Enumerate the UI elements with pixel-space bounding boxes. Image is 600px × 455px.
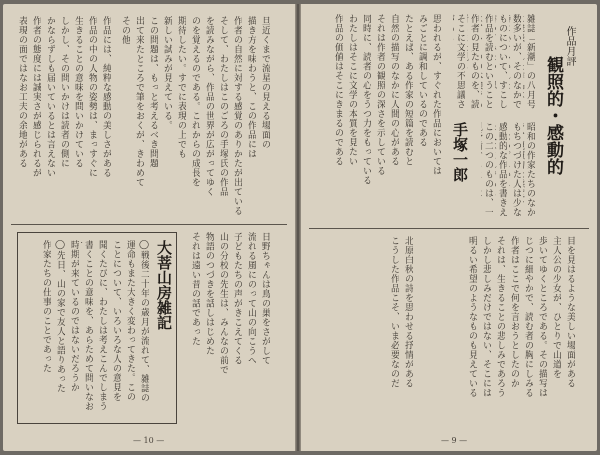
essay-column: 作者の自然に対する感覚のありかたが出ている — [232, 16, 242, 216]
essay-column: この二つのものは、一 — [483, 122, 493, 217]
essay-column: わたしはそこに文学の本質を見たい — [347, 14, 357, 166]
essay-column: のを覚えるのである。これからの成長を — [190, 16, 200, 187]
box-column: 作家たちの仕事のことであった — [41, 240, 51, 373]
essay-heading: 観照的・感動的 — [543, 56, 563, 175]
essay-column: 思われるが、すぐれた作品においては — [431, 14, 441, 176]
essay-column: そこに文学の不思議さ — [455, 14, 465, 109]
section-divider — [309, 228, 589, 229]
essay-column: それは作者の観照の深さを示している — [375, 14, 385, 176]
essay-column: 作者の態度には誠実さが感じられるが — [31, 16, 41, 178]
essay-column: 数多いが、そのなかで — [511, 14, 521, 109]
essay-column: 自然の描写のなかに人間の心がある — [389, 14, 399, 166]
essay-column: 物語のつづきを話しはじめた — [204, 232, 214, 356]
section-divider — [11, 224, 287, 225]
box-column: 聞くたびに、わたしは考えこんでしまう — [97, 240, 107, 411]
essay-column: 山の分校の先生は、みんなの前で — [218, 232, 228, 375]
essay-column: しかし悲しみだけではない、そこには — [481, 236, 491, 398]
essay-column: 目を見はるような美しい場面がある — [565, 236, 575, 388]
essay-column: 旦近くまで流星の見える場面の — [260, 16, 270, 149]
essay-column: ものについて、すこし — [497, 14, 507, 109]
essay-column: 日野ちゃんは鳥の巣をさがして — [260, 232, 270, 365]
essay-column: それは遠い昔の話であった — [190, 232, 200, 346]
essay-column: 作品の価値はそこにきまるのである — [333, 14, 343, 166]
essay-column: もちつづけた人は少な — [511, 122, 521, 217]
essay-column: 描き方を味わうと、この作品には — [246, 16, 256, 159]
essay-column: 作品には、純粋な感動の美しさがある — [101, 16, 111, 178]
box-column: ◯先日、山の家で友人と語りあった — [55, 240, 65, 393]
page-number: — 9 — — [441, 436, 468, 445]
essay-column: こうした作品こそ、いま必要なのだ — [389, 236, 399, 388]
essay-column: 子どもたちの声がきこえてくる — [232, 232, 242, 365]
right-page — [301, 4, 597, 451]
essay-column: 明るい希望のようなものも見えている — [467, 236, 477, 398]
box-column: 運命もまた大きく変わってきた。この — [125, 240, 135, 402]
essay-column: かならずしも届いているとは言えない — [45, 16, 55, 178]
essay-column: 同時に、読者の心をうつ力をもっている — [361, 14, 371, 185]
essay-column: 新しい試みが見えている。 — [162, 16, 172, 130]
essay-column: この問題は、もっと考えるべき問題 — [148, 16, 158, 168]
essay-column: 昭和の作家たちのなか — [525, 122, 535, 217]
essay-column: 生きることの意味を問いかけている — [73, 16, 83, 168]
essay-column: 流れる風にのって山の向こうへ — [246, 232, 256, 365]
author-name: 手塚一郎 — [451, 122, 469, 182]
essay-column: 北原白秋の詩を思わせる抒情がある — [403, 236, 413, 388]
essay-column: それは、生きることの悲しみであろう — [495, 236, 505, 398]
left-page — [3, 4, 295, 451]
essay-column: しかし、その問いかけは読者の側に — [59, 16, 69, 168]
essay-column: 作品を読むということ — [483, 14, 493, 109]
box-column: 書くことの意味を、あらためて問いなお — [83, 240, 93, 411]
box-column: ◯戦後二十年の歳月が流れて、雑誌の — [139, 240, 149, 403]
essay-column: たとえば、ある作家の短篇を読むと — [403, 14, 413, 166]
box-column: ことについて、いろいろな人の意見を — [111, 240, 121, 402]
essay-column: 期待したい。すでに表現の上でも — [176, 16, 186, 159]
essay-column: 作者の見たものを、読 — [469, 14, 479, 109]
essay-column: そして、わたしはこのごろの手塚氏の作品 — [218, 16, 228, 197]
essay-column: 作者はここで何を言おうとしたのか — [509, 236, 519, 388]
essay-column: じつに細やかで、読む者の胸にしみる — [523, 236, 533, 398]
essay-column: 出て来たところで筆をおくが、きわめて — [134, 16, 144, 187]
box-column: 時期が来ているのではないだろうか — [69, 240, 79, 392]
essay-column: 主人公の少女が、ひとりで山道を — [551, 236, 561, 379]
essay-column: を読みながら、作品の世界が広がってゆく — [204, 16, 214, 197]
essay-column: 歩いてゆくところである。その描写は — [537, 236, 547, 398]
section-label: 作品月評 — [564, 26, 575, 66]
page-number: — 10 — — [133, 436, 165, 445]
essay-column: 作品の中の人物の姿勢は、まっすぐに — [87, 16, 97, 178]
column-box-title: 大菩山房雑記 — [155, 240, 173, 330]
essay-column: 雑誌「新潮」の八月号 — [525, 14, 535, 109]
essay-column: その他 — [120, 16, 130, 45]
essay-column: 表現の面ではなお工夫の余地がある — [17, 16, 27, 168]
essay-column: みごとに調和しているのである — [417, 14, 427, 147]
essay-column: 感動的な作品を書きえ — [497, 122, 507, 217]
